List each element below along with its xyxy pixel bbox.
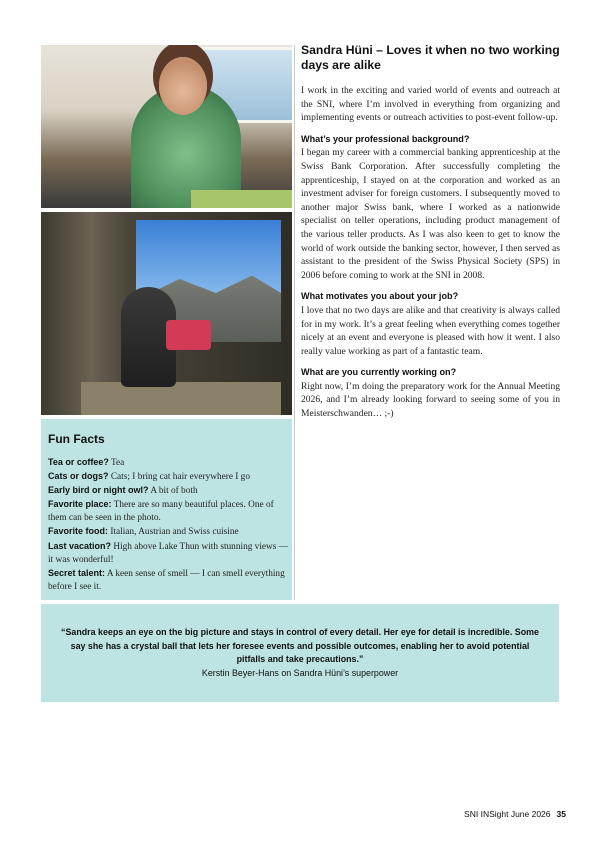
fun-fact-key: Secret talent: bbox=[48, 567, 106, 578]
fun-fact-item bbox=[48, 498, 288, 525]
fun-fact-value: A bit of both bbox=[150, 486, 198, 497]
fun-fact-key: Cats or dogs? bbox=[48, 471, 109, 482]
fun-fact-item bbox=[48, 525, 288, 539]
fun-facts-title: Fun Facts bbox=[48, 432, 105, 446]
question-heading: What’s your professional background? bbox=[301, 133, 470, 144]
photo-window-mountain-view bbox=[41, 212, 292, 415]
fun-fact-key: Last vacation? bbox=[48, 540, 112, 551]
window-ledge-image bbox=[81, 382, 281, 415]
pillow-image bbox=[166, 320, 211, 350]
fun-fact-value: A keen sense of smell — I can smell everything before I see it. bbox=[48, 568, 285, 592]
fun-fact-value: Cats; I bring cat hair everywhere I go bbox=[110, 472, 250, 483]
fun-fact-item bbox=[48, 484, 288, 498]
fun-fact-key: Favorite food: bbox=[48, 526, 108, 537]
answer-paragraph: I love that no two days are alike and that creativity is always called for in my work. It’s a great feeling when everything comes together nicely at an event and everyone is pleased with how it went. I also really value working as part of a fantastic team. bbox=[301, 304, 560, 357]
fun-fact-key: Favorite place: bbox=[48, 499, 112, 510]
answer-paragraph: I began my career with a commercial banking apprenticeship at the Swiss Bank Corporation. After successfully completing the apprenticeship, I stayed on at the corporation and worked as an investment adviser for foreign customers. I subsequently moved to another major Swiss bank, where I worked as a nationwide specialist on teller operations, including product management of the various teller products. As I was also keen to get to know the world of work outside the banking sector, however, I then served as assistant to the president of the Swiss Physical Society (SPS) in 2006 before coming to work at the SNI in 2008. bbox=[301, 147, 560, 281]
fun-fact-item bbox=[48, 470, 288, 484]
person-head bbox=[159, 57, 207, 115]
fun-fact-item bbox=[48, 456, 288, 470]
fun-fact-key: Tea or coffee? bbox=[48, 457, 109, 467]
answer-paragraph: Right now, I’m doing the preparatory work for the Annual Meeting 2026, and I’m already looking forward to seeing some of you in Meisterschwanden… ;-) bbox=[301, 380, 560, 420]
fun-fact-item bbox=[48, 567, 288, 594]
fun-fact-item bbox=[48, 540, 288, 567]
question-heading: What motivates you about your job? bbox=[301, 291, 459, 302]
page-number: 35 bbox=[556, 809, 566, 819]
column-divider bbox=[294, 45, 295, 600]
fun-fact-value: Italian, Austrian and Swiss cuisine bbox=[110, 527, 239, 538]
fun-facts-box bbox=[41, 419, 292, 600]
portrait-photo-office bbox=[41, 45, 292, 208]
quote-text: “Sandra keeps an eye on the big picture and stays in control of every detail. Her eye for detail is incredible. Some say she has a crystal ball that lets her foresee events and possible outcomes, enabling her to avoid potential pitfalls and take precautions.” bbox=[61, 627, 539, 665]
fun-facts-list bbox=[48, 456, 288, 594]
fun-fact-value: Tea bbox=[111, 458, 125, 468]
article-intro: I work in the exciting and varied world of events and outreach at the SNI, where I’m involved in everything from organizing and implementing events or outreach activities to post-event follow-up. bbox=[301, 85, 560, 124]
fun-fact-value: There are so many beautiful places. One of them can be seen in the photo. bbox=[48, 500, 274, 524]
quote-attribution: Kerstin Beyer-Hans on Sandra Hüni’s superpower bbox=[201, 668, 399, 678]
fun-fact-value: High above Lake Thun with stunning views — it was wonderful! bbox=[48, 541, 288, 565]
fun-fact-key: Early bird or night owl? bbox=[48, 485, 149, 496]
desk-image bbox=[191, 190, 292, 208]
question-heading: What are you currently working on? bbox=[301, 367, 457, 378]
publication-name: SNI INSight June 2026 bbox=[464, 809, 551, 819]
article-column bbox=[301, 43, 560, 421]
quote-box bbox=[41, 604, 559, 702]
article-title: Sandra Hüni – Loves it when no two working days are alike bbox=[301, 43, 560, 72]
page-footer bbox=[464, 809, 566, 819]
